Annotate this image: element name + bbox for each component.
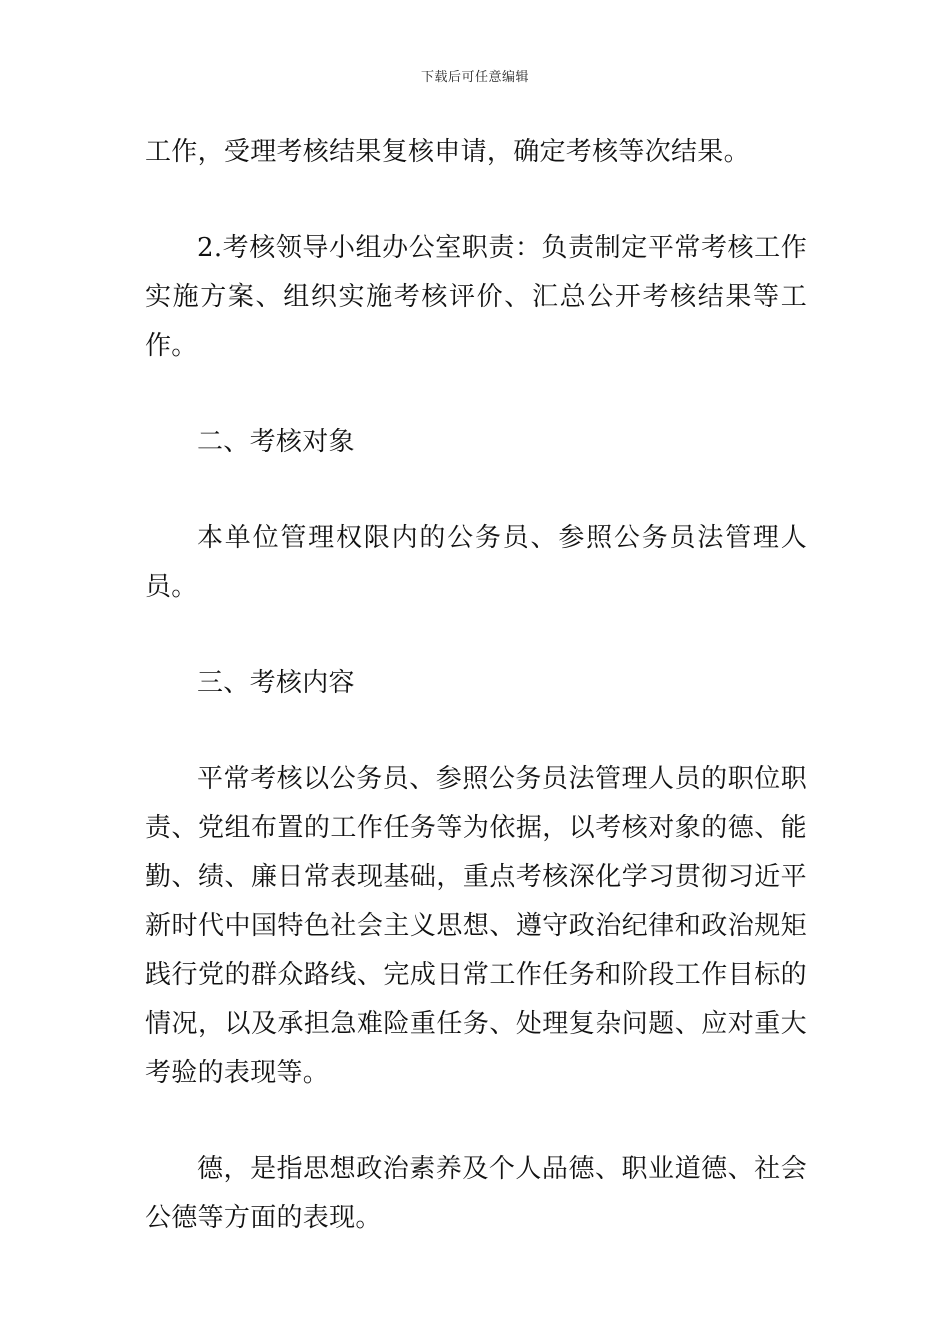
- paragraph-office-duties: 2.考核领导小组办公室职责：负责制定平常考核工作实施方案、组织实施考核评价、汇总公开考核结果等工作。: [145, 233, 807, 361]
- page-header: 下载后可任意编辑: [420, 70, 529, 85]
- paragraph-morality-definition: 德，是指思想政治素养及个人品德、职业道德、社会公德等方面的表现。: [145, 1154, 807, 1233]
- paragraph-assessment-content: 平常考核以公务员、参照公务员法管理人员的职位职责、党组布置的工作任务等为依据，以考核对象的德、能勤、绩、廉日常表现基础，重点考核深化学习贯彻习近平新时代中国特色社会主义思想、遵守政治纪律和政治规矩践行党的群众路线、完成日常工作任务和阶段工作目标的情况，以及承担急难险重任务、处理复杂问题、应对重大考验的表现等。: [145, 764, 807, 1088]
- section-heading-assessment-content: 三、考核内容: [197, 668, 355, 698]
- section-heading-assessment-targets: 二、考核对象: [197, 427, 355, 457]
- paragraph-continuation: 工作，受理考核结果复核申请，确定考核等次结果。: [145, 137, 750, 167]
- paragraph-assessment-targets: 本单位管理权限内的公务员、参照公务员法管理人员。: [145, 523, 807, 602]
- document-body: [145, 128, 807, 1243]
